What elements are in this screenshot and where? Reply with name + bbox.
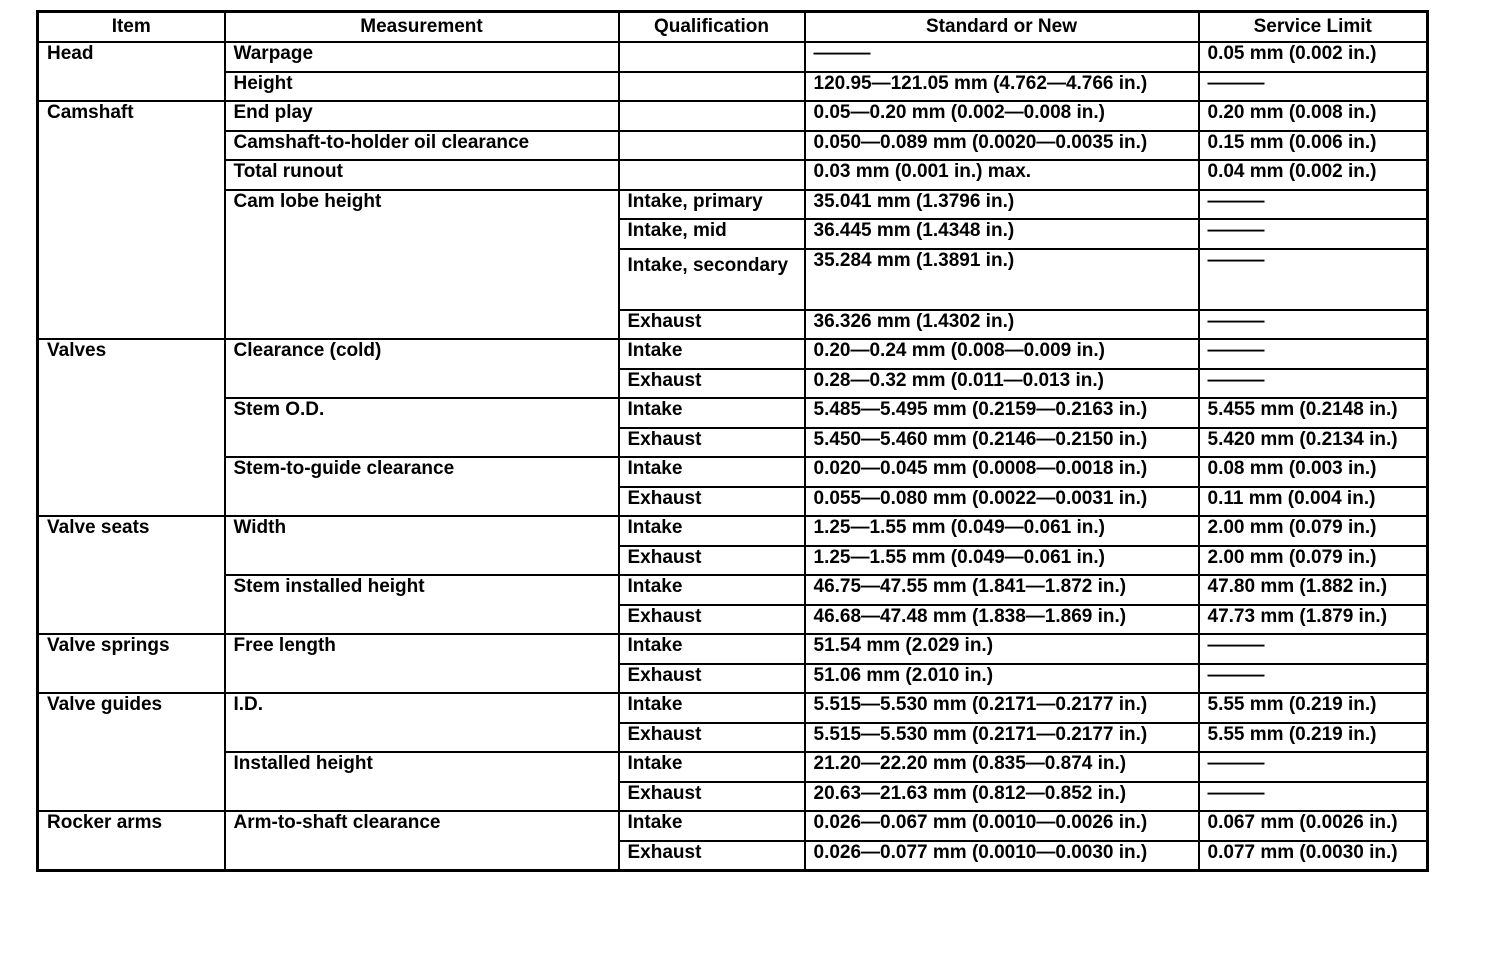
limit-cell: 0.04 mm (0.002 in.) xyxy=(1199,160,1428,190)
item-cell: Valve seats xyxy=(38,516,225,634)
standard-cell: 0.050—0.089 mm (0.0020—0.0035 in.) xyxy=(805,131,1199,161)
standard-cell: ——— xyxy=(805,42,1199,72)
qualification-cell: Exhaust xyxy=(619,664,805,694)
standard-cell: 5.515—5.530 mm (0.2171—0.2177 in.) xyxy=(805,723,1199,753)
limit-cell: ——— xyxy=(1199,339,1428,369)
qualification-cell: Intake xyxy=(619,575,805,605)
limit-cell: 0.05 mm (0.002 in.) xyxy=(1199,42,1428,72)
limit-cell: 0.15 mm (0.006 in.) xyxy=(1199,131,1428,161)
measurement-cell: Stem installed height xyxy=(225,575,619,634)
standard-cell: 5.450—5.460 mm (0.2146—0.2150 in.) xyxy=(805,428,1199,458)
standard-cell: 0.055—0.080 mm (0.0022—0.0031 in.) xyxy=(805,487,1199,517)
measurement-cell: End play xyxy=(225,101,619,131)
table-row xyxy=(38,575,1428,605)
standard-cell: 35.284 mm (1.3891 in.) xyxy=(805,249,1199,310)
measurement-cell: Camshaft-to-holder oil clearance xyxy=(225,131,619,161)
qualification-cell xyxy=(619,160,805,190)
specifications-table xyxy=(36,10,1429,872)
limit-cell: 0.20 mm (0.008 in.) xyxy=(1199,101,1428,131)
qualification-cell: Exhaust xyxy=(619,723,805,753)
qualification-cell: Intake xyxy=(619,457,805,487)
qualification-cell: Intake xyxy=(619,339,805,369)
measurement-cell: Stem O.D. xyxy=(225,398,619,457)
limit-cell: ——— xyxy=(1199,752,1428,782)
standard-cell: 1.25—1.55 mm (0.049—0.061 in.) xyxy=(805,546,1199,576)
standard-cell: 46.75—47.55 mm (1.841—1.872 in.) xyxy=(805,575,1199,605)
header-item: Item xyxy=(38,12,225,43)
qualification-cell: Exhaust xyxy=(619,428,805,458)
standard-cell: 36.326 mm (1.4302 in.) xyxy=(805,310,1199,340)
measurement-cell: I.D. xyxy=(225,693,619,752)
limit-cell: ——— xyxy=(1199,369,1428,399)
limit-cell: 0.08 mm (0.003 in.) xyxy=(1199,457,1428,487)
limit-cell: 2.00 mm (0.079 in.) xyxy=(1199,546,1428,576)
header-qualification: Qualification xyxy=(619,12,805,43)
header-service-limit: Service Limit xyxy=(1199,12,1428,43)
qualification-cell: Intake, primary xyxy=(619,190,805,220)
limit-cell: 0.11 mm (0.004 in.) xyxy=(1199,487,1428,517)
limit-cell: ——— xyxy=(1199,190,1428,220)
standard-cell: 46.68—47.48 mm (1.838—1.869 in.) xyxy=(805,605,1199,635)
qualification-cell: Intake xyxy=(619,516,805,546)
table-row xyxy=(38,190,1428,220)
qualification-cell: Intake xyxy=(619,398,805,428)
standard-cell: 0.05—0.20 mm (0.002—0.008 in.) xyxy=(805,101,1199,131)
standard-cell: 5.515—5.530 mm (0.2171—0.2177 in.) xyxy=(805,693,1199,723)
measurement-cell: Installed height xyxy=(225,752,619,811)
qualification-cell: Exhaust xyxy=(619,546,805,576)
item-cell: Valve guides xyxy=(38,693,225,811)
measurement-cell: Clearance (cold) xyxy=(225,339,619,398)
standard-cell: 0.026—0.077 mm (0.0010—0.0030 in.) xyxy=(805,841,1199,871)
standard-cell: 0.28—0.32 mm (0.011—0.013 in.) xyxy=(805,369,1199,399)
standard-cell: 35.041 mm (1.3796 in.) xyxy=(805,190,1199,220)
table-row xyxy=(38,101,1428,131)
header-row xyxy=(38,12,1428,43)
measurement-cell: Warpage xyxy=(225,42,619,72)
qualification-cell: Exhaust xyxy=(619,605,805,635)
limit-cell: ——— xyxy=(1199,664,1428,694)
measurement-cell: Width xyxy=(225,516,619,575)
qualification-cell xyxy=(619,42,805,72)
limit-cell: ——— xyxy=(1199,634,1428,664)
qualification-cell: Intake xyxy=(619,634,805,664)
item-cell: Valve springs xyxy=(38,634,225,693)
table-row xyxy=(38,811,1428,841)
measurement-cell: Stem-to-guide clearance xyxy=(225,457,619,516)
qualification-cell xyxy=(619,101,805,131)
qualification-cell: Exhaust xyxy=(619,310,805,340)
table-row xyxy=(38,457,1428,487)
measurement-cell: Free length xyxy=(225,634,619,693)
limit-cell: ——— xyxy=(1199,782,1428,812)
limit-cell: 2.00 mm (0.079 in.) xyxy=(1199,516,1428,546)
limit-cell: 0.077 mm (0.0030 in.) xyxy=(1199,841,1428,871)
measurement-cell: Arm-to-shaft clearance xyxy=(225,811,619,871)
table-row xyxy=(38,634,1428,664)
qualification-cell xyxy=(619,72,805,102)
item-cell: Rocker arms xyxy=(38,811,225,871)
qualification-cell: Intake xyxy=(619,693,805,723)
qualification-cell: Intake xyxy=(619,811,805,841)
table-row xyxy=(38,398,1428,428)
standard-cell: 0.03 mm (0.001 in.) max. xyxy=(805,160,1199,190)
standard-cell: 20.63—21.63 mm (0.812—0.852 in.) xyxy=(805,782,1199,812)
qualification-cell: Exhaust xyxy=(619,841,805,871)
limit-cell: ——— xyxy=(1199,219,1428,249)
standard-cell: 0.026—0.067 mm (0.0010—0.0026 in.) xyxy=(805,811,1199,841)
table-row xyxy=(38,42,1428,72)
limit-cell: 5.420 mm (0.2134 in.) xyxy=(1199,428,1428,458)
table-row xyxy=(38,131,1428,161)
qualification-cell xyxy=(619,131,805,161)
qualification-cell: Exhaust xyxy=(619,782,805,812)
limit-cell: ——— xyxy=(1199,72,1428,102)
qualification-cell: Exhaust xyxy=(619,487,805,517)
qualification-cell: Intake xyxy=(619,752,805,782)
standard-cell: 1.25—1.55 mm (0.049—0.061 in.) xyxy=(805,516,1199,546)
measurement-cell: Height xyxy=(225,72,619,102)
limit-cell: ——— xyxy=(1199,249,1428,310)
table-row xyxy=(38,339,1428,369)
limit-cell: 0.067 mm (0.0026 in.) xyxy=(1199,811,1428,841)
limit-cell: 5.55 mm (0.219 in.) xyxy=(1199,693,1428,723)
measurement-cell: Cam lobe height xyxy=(225,190,619,340)
standard-cell: 0.20—0.24 mm (0.008—0.009 in.) xyxy=(805,339,1199,369)
limit-cell: 5.455 mm (0.2148 in.) xyxy=(1199,398,1428,428)
header-standard: Standard or New xyxy=(805,12,1199,43)
table-row xyxy=(38,516,1428,546)
standard-cell: 120.95—121.05 mm (4.762—4.766 in.) xyxy=(805,72,1199,102)
qualification-cell: Intake, secondary xyxy=(619,249,805,310)
standard-cell: 21.20—22.20 mm (0.835—0.874 in.) xyxy=(805,752,1199,782)
standard-cell: 0.020—0.045 mm (0.0008—0.0018 in.) xyxy=(805,457,1199,487)
standard-cell: 5.485—5.495 mm (0.2159—0.2163 in.) xyxy=(805,398,1199,428)
qualification-cell: Exhaust xyxy=(619,369,805,399)
limit-cell: 47.80 mm (1.882 in.) xyxy=(1199,575,1428,605)
table-row xyxy=(38,160,1428,190)
table-row xyxy=(38,72,1428,102)
qualification-cell: Intake, mid xyxy=(619,219,805,249)
standard-cell: 36.445 mm (1.4348 in.) xyxy=(805,219,1199,249)
standard-cell: 51.54 mm (2.029 in.) xyxy=(805,634,1199,664)
limit-cell: ——— xyxy=(1199,310,1428,340)
standard-cell: 51.06 mm (2.010 in.) xyxy=(805,664,1199,694)
limit-cell: 5.55 mm (0.219 in.) xyxy=(1199,723,1428,753)
limit-cell: 47.73 mm (1.879 in.) xyxy=(1199,605,1428,635)
item-cell: Camshaft xyxy=(38,101,225,339)
measurement-cell: Total runout xyxy=(225,160,619,190)
table-row xyxy=(38,752,1428,782)
item-cell: Valves xyxy=(38,339,225,516)
table-row xyxy=(38,693,1428,723)
header-measurement: Measurement xyxy=(225,12,619,43)
item-cell: Head xyxy=(38,42,225,101)
